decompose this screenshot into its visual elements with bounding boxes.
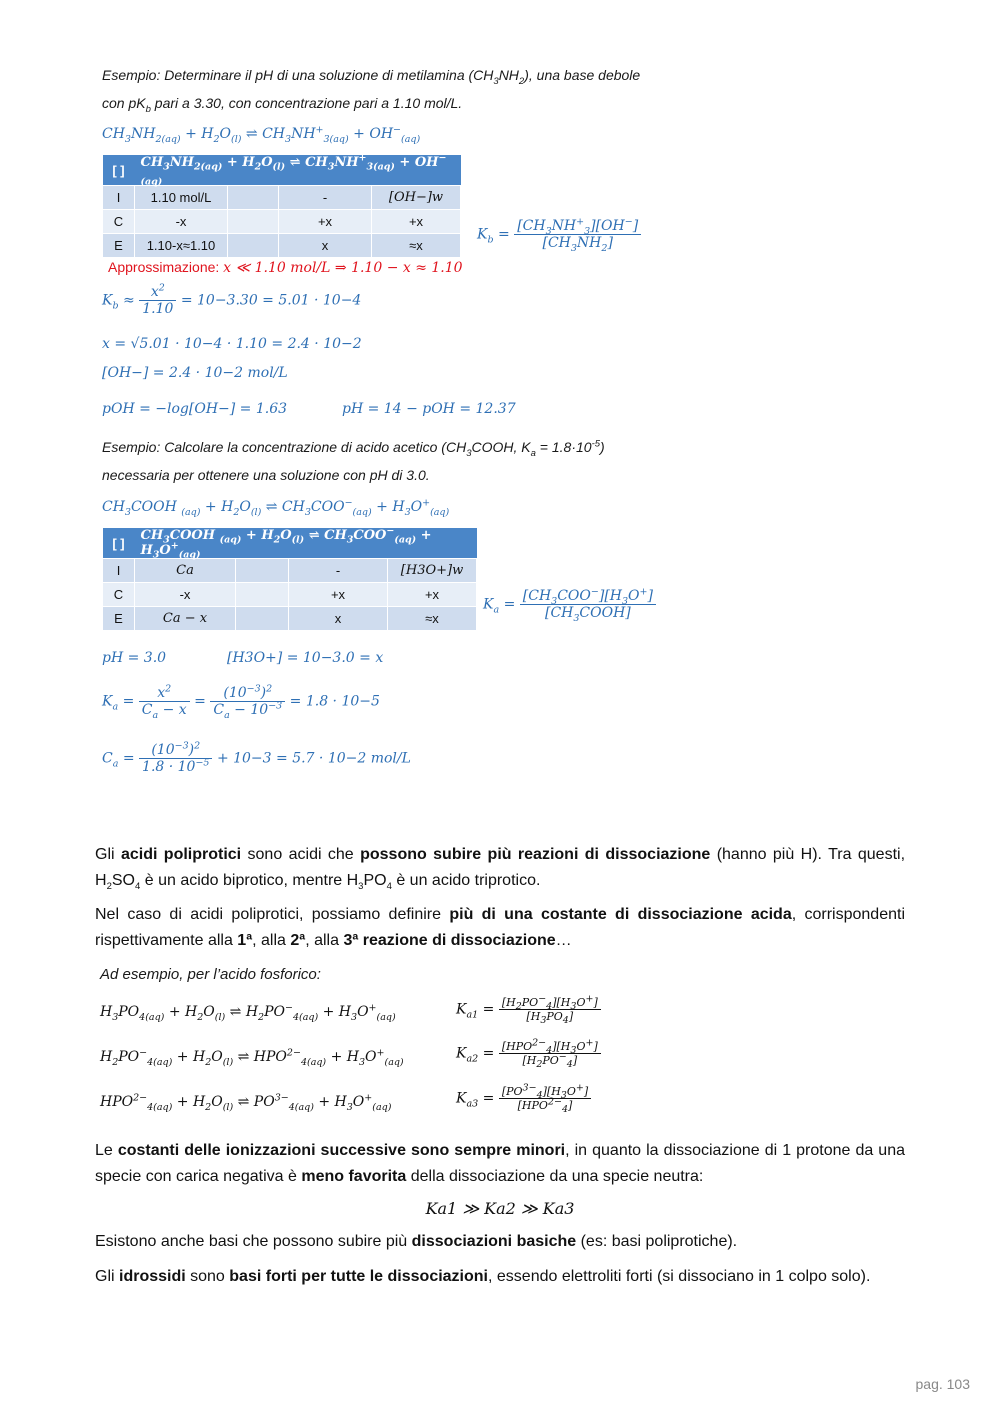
table-row: [103, 210, 461, 234]
table-header-reaction: $CH_3NH_{2(aq)} + H_2O_{(l)}$ ⇌ $CH_3NH^+_{3(aq)} + OH^-_{(aq)}$: [135, 155, 461, 186]
example2-ca-calculation: $C_a$ = $\frac{(10^{-3})^2}{1.8 \cdot 10^{-5}}$ + 10−3 = 5.7 · 10−2 mol/L: [102, 740, 411, 775]
table-header-reaction: $CH_3COOH$ $_{(aq)} + H_2O_{(l)}$ ⇌ $CH_3COO^-_{(aq)} + H_3O^+_{(aq)}$: [135, 528, 477, 559]
table-cell: [OH−]w: [372, 186, 461, 210]
approximation-math: x ≪ 1.10 mol/L ⇒ 1.10 − x ≈ 1.10: [223, 260, 463, 276]
table-cell: -: [279, 186, 372, 210]
table-row: [103, 583, 477, 607]
ka2-expression: $K_{a2}$ = $\frac{[HPO^{2-}_4][H_3O^+]}{[H_2PO^-_4]}$: [456, 1040, 601, 1067]
approximation-label: Approssimazione:: [108, 259, 220, 275]
ka3-expression: $K_{a3}$ = $\frac{[PO^{3-}_4][H_3O^+]}{[HPO^{2-}_4]}$: [456, 1085, 591, 1112]
ka-result: = 1.8 · 10−5: [289, 693, 380, 710]
example2-ka-expression: $K_a$ = $\frac{[CH_3COO^-][H_3O^+]}{[CH_3COOH]}$: [483, 588, 656, 621]
table-cell: [236, 559, 289, 583]
table-cell: ≈x: [388, 607, 477, 631]
table-cell: ≈x: [372, 234, 461, 258]
table-cell: +x: [388, 583, 477, 607]
table-cell: 1.10-x≈1.10: [135, 234, 228, 258]
ka1-expression: $K_{a1}$ = $\frac{[H_2PO^-_4][H_3O^+]}{[H_3PO_4]}$: [456, 996, 601, 1023]
example1-poh-equation: pOH = −log[OH−] = 1.63: [102, 401, 288, 417]
example1-kb-approx: $K_b$ ≈ $\frac{x^2}{1.10}$ = 10−3.30 = 5.01 · 10−4: [102, 282, 362, 317]
example2-statement-line2: necessaria per ottenere una soluzione con pH di 3.0.: [102, 467, 430, 483]
example1-reaction: $CH_3NH_{2(aq)} + H_2O_{(l)}$ ⇌ $CH_3NH^+_{3(aq)} + OH^-_{(aq)}$: [102, 124, 421, 145]
table-cell: x: [279, 234, 372, 258]
table-cell: [228, 210, 279, 234]
example3-heading: Ad esempio, per l’acido fosforico:: [100, 966, 321, 983]
paragraph-dissociation-constants: Nel caso di acidi poliprotici, possiamo definire più di una costante di dissociazione acida, corrispondenti rispettivamente alla 1ª, alla 2ª, alla 3ª reazione di dissociazione…: [95, 906, 905, 949]
table-cell: 1.10 mol/L: [135, 186, 228, 210]
paragraph-polyprotic-bases: Esistono anche basi che possono subire più dissociazioni basiche (es: basi poliprotiche).: [95, 1233, 738, 1250]
table-cell: [236, 607, 289, 631]
phosphoric-reaction-2: $H_2PO^-_{4(aq)} + H_2O_{(l)}$ ⇌ $HPO^{2-}_{4(aq)} + H_3O^+_{(aq)}$: [100, 1047, 404, 1068]
table-row: [103, 234, 461, 258]
row-label: E: [103, 607, 135, 631]
example2-ka-calculation: $K_a$ = $\frac{x^2}{C_a - x}$ = $\frac{(10^{-3})^2}{C_a - 10^{-3}}$ = 1.8 · 10−5: [102, 683, 380, 721]
paragraph-polyprotic-acids: Gli acidi poliprotici sono acidi che possono subire più reazioni di dissociazione (hanno più H). Tra questi, $H_2SO_4$ è un acido biprotico, mentre $H_3PO_4$ è un acido triprotico.: [95, 846, 906, 893]
example1-oh-equation: [OH−] = 2.4 · 10−2 mol/L: [102, 365, 288, 381]
row-label: E: [103, 234, 135, 258]
table-header-bracket: [ ]: [103, 155, 135, 186]
kb-value: = 10−3.30 = 5.01 · 10−4: [180, 292, 362, 309]
phosphoric-reaction-3: $HPO^{2-}_{4(aq)} + H_2O_{(l)}$ ⇌ $PO^{3-}_{4(aq)} + H_3O^+_{(aq)}$: [100, 1092, 392, 1113]
table-cell: Ca − x: [135, 607, 236, 631]
table-cell: [228, 234, 279, 258]
example2-ice-table: [102, 525, 477, 631]
table-cell: -: [289, 559, 388, 583]
table-header-bracket: [ ]: [103, 528, 135, 559]
table-row: [103, 607, 477, 631]
example2-statement-line1: Esempio: Calcolare la concentrazione di acido acetico ($CH_3COOH$, $K_a = 1.8\cdot 10^{-5}$): [102, 438, 605, 459]
paragraph-hydroxides: Gli idrossidi sono basi forti per tutte le dissociazioni, essendo elettroliti forti (si dissociano in 1 colpo solo).: [95, 1268, 871, 1285]
row-label: C: [103, 210, 135, 234]
table-cell: +x: [372, 210, 461, 234]
table-cell: +x: [289, 583, 388, 607]
example2-ph-equation: pH = 3.0: [102, 650, 167, 666]
table-cell: +x: [279, 210, 372, 234]
example2-h3o-equation: [H3O+] = 10−3.0 = x: [227, 650, 384, 666]
example1-kb-expression: $K_b$ = $\frac{[CH_3NH^+_3][OH^-]}{[CH_3NH_2]}$: [477, 218, 641, 251]
table-cell: [228, 186, 279, 210]
table-cell: -x: [135, 210, 228, 234]
table-row: [103, 559, 477, 583]
ka-order: Ka1 ≫ Ka2 ≫ Ka3: [425, 1199, 575, 1218]
example1-x-equation: x = √5.01 · 10−4 · 1.10 = 2.4 · 10−2: [102, 336, 362, 352]
table-cell: [236, 583, 289, 607]
example1-statement-line1: Esempio: Determinare il pH di una soluzione di metilamina $(CH_3NH_2)$, una base debole: [102, 67, 641, 87]
row-label: I: [103, 559, 135, 583]
example1-ice-table: [102, 152, 461, 258]
phosphoric-reaction-1: $H_3PO_{4(aq)} + H_2O_{(l)}$ ⇌ $H_2PO^-_{4(aq)} + H_3O^+_{(aq)}$: [100, 1002, 396, 1023]
table-row: [103, 186, 461, 210]
ca-result: + 10−3 = 5.7 · 10−2 mol/L: [216, 750, 411, 767]
table-cell: Ca: [135, 559, 236, 583]
table-cell: x: [289, 607, 388, 631]
table-cell: [H3O+]w: [388, 559, 477, 583]
example1-statement-line2: con $pK_b$ pari a 3.30, con concentrazione pari a 1.10 mol/L.: [102, 95, 463, 115]
example1-ph-equation: pH = 14 − pOH = 12.37: [342, 401, 516, 417]
table-cell: -x: [135, 583, 236, 607]
paragraph-successive-ionizations: Le costanti delle ionizzazioni successive sono sempre minori, in quanto la dissociazione di 1 protone da una specie con carica negativa è meno favorita della dissociazione da una specie neutra:: [95, 1142, 905, 1185]
row-label: C: [103, 583, 135, 607]
row-label: I: [103, 186, 135, 210]
example2-reaction: $CH_3COOH$ $_{(aq)} + H_2O_{(l)}$ ⇌ $CH_3COO^-_{(aq)} + H_3O^+_{(aq)}$: [102, 497, 450, 518]
page-number: pag. 103: [915, 1376, 970, 1392]
example1-approximation: [108, 259, 463, 276]
